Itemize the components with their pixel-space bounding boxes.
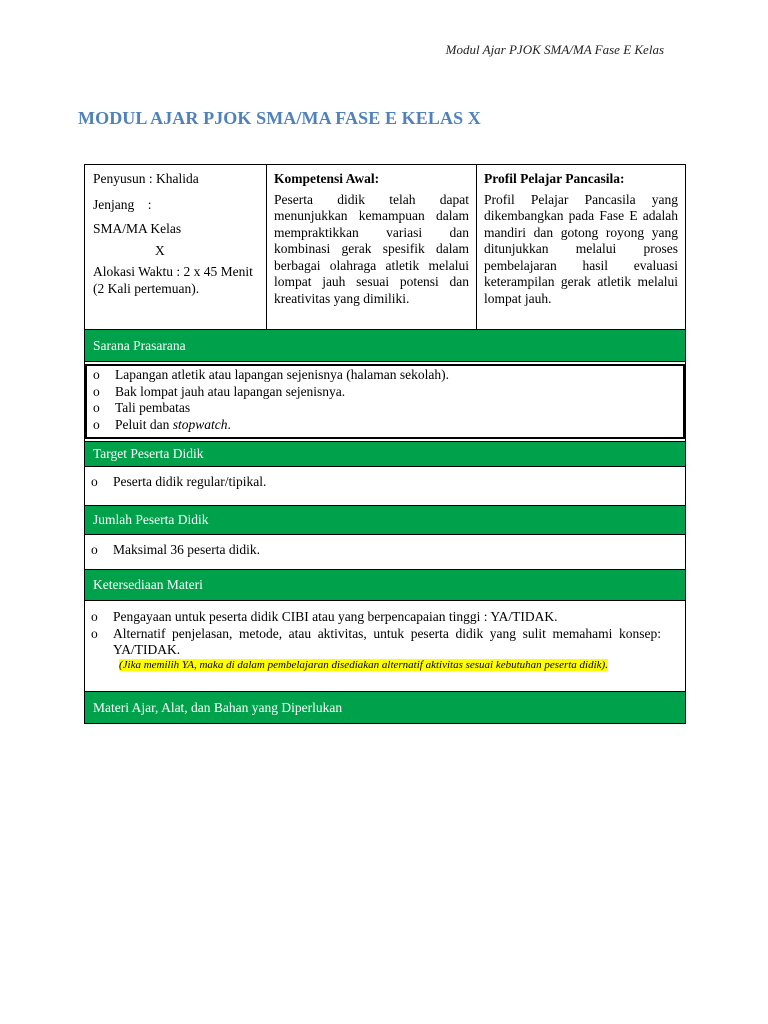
penyusun-text: Penyusun : Khalida xyxy=(93,171,199,186)
running-header: Modul Ajar PJOK SMA/MA Fase E Kelas xyxy=(445,42,664,57)
list-item-text: Peserta didik regular/tipikal. xyxy=(113,474,267,489)
kelas-value: X xyxy=(155,242,165,258)
bullet-icon: o xyxy=(91,542,98,557)
list-item xyxy=(87,417,683,434)
sarana-list xyxy=(85,364,685,439)
document-title: MODUL AJAR PJOK SMA/MA FASE E KELAS X xyxy=(78,108,481,128)
profil-cell xyxy=(477,165,685,329)
bullet-icon: o xyxy=(93,383,100,399)
section-header-ketersediaan: Ketersediaan Materi xyxy=(85,569,685,601)
module-table xyxy=(84,164,686,724)
list-item xyxy=(87,400,683,417)
highlight-note-text: (Jika memilih YA, maka di dalam pembelajaran disediakan alternatif aktivitas sesuai kebutuhan peserta didik). xyxy=(119,658,608,671)
list-item-text: Lapangan atletik atau lapangan sejenisnya (halaman sekolah). xyxy=(115,367,449,382)
highlight-note xyxy=(119,659,661,672)
list-item-text: Bak lompat jauh atau lapangan sejenisnya. xyxy=(115,383,346,399)
section-header-materi: Materi Ajar, Alat, dan Bahan yang Diperlukan xyxy=(85,691,685,723)
list-item-text: Pengayaan untuk peserta didik CIBI atau yang berpencapaian tinggi : YA/TIDAK. xyxy=(113,609,558,624)
alokasi-waktu: Alokasi Waktu : 2 x 45 Menit (2 Kali pertemuan). xyxy=(93,264,253,296)
list-item xyxy=(87,367,683,384)
bullet-icon: o xyxy=(93,400,100,415)
list-item xyxy=(85,626,685,659)
identity-cell xyxy=(85,165,267,329)
bullet-icon: o xyxy=(91,609,98,624)
list-item-text: Tali pembatas xyxy=(115,400,191,415)
jenjang-value: SMA/MA Kelas xyxy=(93,221,182,236)
bullet-icon: o xyxy=(93,367,100,382)
list-item xyxy=(85,542,685,559)
kompetensi-cell xyxy=(267,165,477,329)
list-item-text xyxy=(115,417,683,434)
bullet-icon: o xyxy=(91,474,98,489)
list-item-text: Maksimal 36 peserta didik. xyxy=(113,542,260,557)
ketersediaan-list xyxy=(85,601,685,691)
list-item-prefix: Peluit dan xyxy=(115,416,173,432)
section-header-target: Target Peserta Didik xyxy=(85,441,685,467)
jenjang-label: Jenjang : xyxy=(93,196,152,212)
list-item-italic: stopwatch xyxy=(172,416,228,432)
list-item-suffix: . xyxy=(227,416,231,432)
target-list xyxy=(85,467,685,505)
list-item-text: Alternatif penjelasan, metode, atau aktivitas, untuk peserta didik yang sulit memahami konsep: YA/TIDAK. xyxy=(113,625,661,657)
identity-row xyxy=(85,165,685,330)
profil-text: Profil Pelajar Pancasila yang dikembangkan pada Fase E adalah mandiri dan gotong royong yang ditunjukkan melalui proses pembelajaran hasil evaluasi keterampilan gerak atletik melalui lompat jauh. xyxy=(484,191,678,306)
list-item xyxy=(85,474,685,491)
section-header-sarana: Sarana Prasarana xyxy=(85,330,685,362)
profil-heading: Profil Pelajar Pancasila: xyxy=(484,171,625,186)
section-header-jumlah: Jumlah Peserta Didik xyxy=(85,505,685,535)
kompetensi-text: Peserta didik telah dapat menunjukkan kemampuan dalam mempraktikkan variasi dan kombinasi gerak spesifik dalam berbagai olahraga atletik melalui lompat jauh sesuai potensi dan kreativitas yang dimiliki. xyxy=(274,191,469,306)
bullet-icon: o xyxy=(93,416,100,432)
list-item xyxy=(85,609,685,626)
jumlah-list xyxy=(85,535,685,569)
bullet-icon: o xyxy=(91,625,98,641)
kompetensi-heading: Kompetensi Awal: xyxy=(274,171,380,186)
list-item xyxy=(87,384,683,401)
